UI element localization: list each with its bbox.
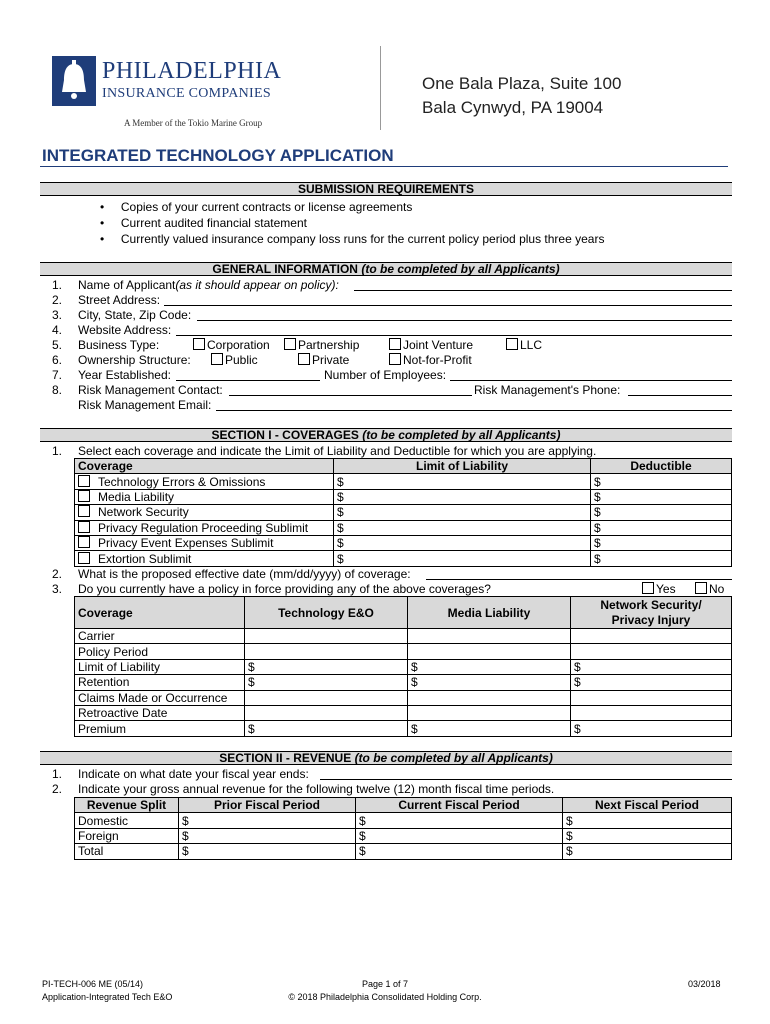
next-period-header: Next Fiscal Period	[563, 798, 732, 813]
fiscal-year-field[interactable]	[320, 779, 732, 780]
website-field[interactable]	[176, 335, 732, 336]
coverage-cell[interactable]: Media Liability	[75, 489, 334, 504]
limit-cell[interactable]: $	[334, 474, 591, 489]
street-address-label: Street Address:	[78, 293, 161, 307]
logo-line1: PHILADELPHIA	[102, 58, 282, 84]
address-line2: Bala Cynwyd, PA 19004	[422, 98, 604, 117]
table-row	[75, 629, 732, 644]
item-number: 1.	[52, 444, 63, 458]
item-number: 2.	[52, 293, 63, 307]
row-label: Retention	[75, 675, 245, 690]
cell[interactable]: $	[356, 813, 563, 828]
revenue-table	[74, 797, 732, 860]
cell[interactable]: $	[563, 813, 732, 828]
table-row	[75, 828, 732, 843]
fiscal-year-label: Indicate on what date your fiscal year ends:	[78, 767, 309, 781]
row-label: Domestic	[75, 813, 179, 828]
cell[interactable]: $	[571, 659, 732, 674]
deductible-cell[interactable]: $	[591, 520, 732, 535]
coverage-cell[interactable]: Privacy Event Expenses Sublimit	[75, 535, 334, 550]
year-established-label: Year Established:	[78, 368, 171, 382]
cell[interactable]: $	[571, 675, 732, 690]
page-title: INTEGRATED TECHNOLOGY APPLICATION	[42, 146, 394, 165]
ownership-label: Ownership Structure:	[78, 353, 191, 367]
rm-phone-field[interactable]	[628, 395, 732, 396]
item-number: 1.	[52, 767, 63, 781]
table-row	[75, 505, 732, 520]
joint-venture-checkbox[interactable]: Joint Venture	[389, 338, 473, 352]
cell[interactable]	[408, 705, 571, 720]
logo-line2: INSURANCE COMPANIES	[102, 86, 271, 101]
cell[interactable]: $	[179, 844, 356, 859]
table-row	[75, 705, 732, 720]
coverage-cell[interactable]: Extortion Sublimit	[75, 551, 334, 566]
table-row	[75, 474, 732, 489]
cell[interactable]: $	[408, 721, 571, 736]
submission-item: • Copies of your current contracts or license agreements	[100, 200, 413, 214]
revision-date: 03/2018	[688, 979, 721, 989]
cell[interactable]	[571, 644, 732, 659]
table-row	[75, 535, 732, 550]
limit-col-header: Limit of Liability	[334, 459, 591, 474]
rm-email-label: Risk Management Email:	[78, 398, 212, 412]
city-state-zip-field[interactable]	[197, 320, 732, 321]
row-label: Policy Period	[75, 644, 245, 659]
cell[interactable]: $	[245, 721, 408, 736]
item-number: 2.	[52, 782, 63, 796]
logo-tag: A Member of the Tokio Marine Group	[124, 118, 263, 128]
liberty-bell-icon	[52, 56, 96, 106]
deductible-cell[interactable]: $	[591, 474, 732, 489]
limit-cell[interactable]: $	[334, 489, 591, 504]
tech-eo-col-header: Technology E&O	[245, 597, 408, 629]
no-checkbox[interactable]: No	[695, 582, 724, 596]
row-label: Limit of Liability	[75, 659, 245, 674]
current-policy-table	[74, 596, 732, 737]
table-row	[75, 520, 732, 535]
coverage-cell[interactable]: Network Security	[75, 505, 334, 520]
table-row	[75, 675, 732, 690]
item-number: 7.	[52, 368, 63, 382]
cell[interactable]: $	[179, 828, 356, 843]
current-period-header: Current Fiscal Period	[356, 798, 563, 813]
effective-date-field[interactable]	[426, 579, 732, 580]
limit-cell[interactable]: $	[334, 551, 591, 566]
item-number: 6.	[52, 353, 63, 367]
deductible-cell[interactable]: $	[591, 535, 732, 550]
cell[interactable]: $	[179, 813, 356, 828]
llc-checkbox[interactable]: LLC	[506, 338, 542, 352]
coverage-col-header: Coverage	[75, 459, 334, 474]
applicant-name-label: Name of Applicant(as it should appear on policy):	[78, 278, 339, 292]
row-label: Carrier	[75, 629, 245, 644]
table-row	[75, 690, 732, 705]
gross-revenue-label: Indicate your gross annual revenue for the following twelve (12) month fiscal time periods.	[78, 782, 555, 796]
logo	[52, 54, 302, 132]
row-label: Retroactive Date	[75, 705, 245, 720]
section1-heading: SECTION I - COVERAGES (to be completed by all Applicants)	[40, 428, 732, 442]
coverage-question: Select each coverage and indicate the Limit of Liability and Deductible for which you are applying.	[78, 444, 597, 458]
cell[interactable]	[408, 644, 571, 659]
rm-contact-label: Risk Management Contact:	[78, 383, 223, 397]
limit-cell[interactable]: $	[334, 520, 591, 535]
deductible-col-header: Deductible	[591, 459, 732, 474]
effective-date-label: What is the proposed effective date (mm/dd/yyyy) of coverage:	[78, 567, 411, 581]
coverage-cell[interactable]: Privacy Regulation Proceeding Sublimit	[75, 520, 334, 535]
address-line1: One Bala Plaza, Suite 100	[422, 74, 622, 93]
cell[interactable]	[571, 629, 732, 644]
submission-heading: SUBMISSION REQUIREMENTS	[40, 182, 732, 196]
private-checkbox[interactable]: Private	[298, 353, 349, 367]
general-heading: GENERAL INFORMATION (to be completed by all Applicants)	[40, 262, 732, 276]
copyright: © 2018 Philadelphia Consolidated Holding Corp.	[288, 992, 482, 1002]
rm-contact-field[interactable]	[229, 395, 472, 396]
coverage-table	[74, 458, 732, 567]
cell[interactable]: $	[563, 828, 732, 843]
employees-label: Number of Employees:	[324, 368, 447, 382]
cell[interactable]	[245, 690, 408, 705]
limit-cell[interactable]: $	[334, 505, 591, 520]
table-row	[75, 813, 732, 828]
media-col-header: Media Liability	[408, 597, 571, 629]
revenue-split-header: Revenue Split	[75, 798, 179, 813]
employees-field[interactable]	[450, 380, 732, 381]
prior-period-header: Prior Fiscal Period	[179, 798, 356, 813]
item-number: 1.	[52, 278, 63, 292]
row-label: Premium	[75, 721, 245, 736]
public-checkbox[interactable]: Public	[211, 353, 258, 367]
business-type-label: Business Type:	[78, 338, 160, 352]
city-state-zip-label: City, State, Zip Code:	[78, 308, 192, 322]
cell[interactable]	[245, 705, 408, 720]
not-for-profit-checkbox[interactable]: Not-for-Profit	[389, 353, 472, 367]
cell[interactable]	[408, 690, 571, 705]
table-row	[75, 551, 732, 566]
policy-in-force-label: Do you currently have a policy in force providing any of the above coverages?	[78, 582, 491, 596]
section2-heading: SECTION II - REVENUE (to be completed by all Applicants)	[40, 751, 732, 765]
item-number: 3.	[52, 582, 63, 596]
website-label: Website Address:	[78, 323, 172, 337]
table-row	[75, 721, 732, 736]
logo-divider	[380, 46, 381, 130]
title-rule	[40, 166, 728, 167]
cell[interactable]: $	[245, 659, 408, 674]
cell[interactable]	[245, 629, 408, 644]
item-number: 4.	[52, 323, 63, 337]
cell[interactable]: $	[356, 844, 563, 859]
table-row	[75, 844, 732, 859]
yes-checkbox[interactable]: Yes	[642, 582, 676, 596]
cell[interactable]	[408, 629, 571, 644]
table-row	[75, 659, 732, 674]
cell[interactable]	[245, 644, 408, 659]
rm-email-field[interactable]	[216, 410, 732, 411]
street-address-field[interactable]	[164, 305, 732, 306]
table-row	[75, 644, 732, 659]
limit-cell[interactable]: $	[334, 535, 591, 550]
submission-item: • Current audited financial statement	[100, 216, 307, 230]
cell[interactable]: $	[408, 675, 571, 690]
row-label: Claims Made or Occurrence	[75, 690, 245, 705]
deductible-cell[interactable]: $	[591, 489, 732, 504]
deductible-cell[interactable]: $	[591, 505, 732, 520]
table-row	[75, 489, 732, 504]
cell[interactable]: $	[356, 828, 563, 843]
cell[interactable]: $	[563, 844, 732, 859]
form-name: Application-Integrated Tech E&O	[42, 992, 173, 1002]
cell[interactable]: $	[571, 721, 732, 736]
submission-item: • Currently valued insurance company loss runs for the current policy period plus three years	[100, 232, 605, 246]
item-number: 5.	[52, 338, 63, 352]
coverage-cell[interactable]: Technology Errors & Omissions	[75, 474, 334, 489]
applicant-name-field[interactable]	[354, 290, 732, 291]
year-established-field[interactable]	[176, 380, 320, 381]
partnership-checkbox[interactable]: Partnership	[284, 338, 359, 352]
deductible-cell[interactable]: $	[591, 551, 732, 566]
coverage-col-header: Coverage	[75, 597, 245, 629]
network-col-header: Network Security/ Privacy Injury	[571, 597, 732, 629]
item-number: 3.	[52, 308, 63, 322]
cell[interactable]: $	[408, 659, 571, 674]
corporation-checkbox[interactable]: Corporation	[193, 338, 270, 352]
cell[interactable]	[571, 690, 732, 705]
form-number: PI-TECH-006 ME (05/14)	[42, 979, 144, 989]
cell[interactable]	[571, 705, 732, 720]
row-label: Foreign	[75, 828, 179, 843]
page-number: Page 1 of 7	[361, 979, 409, 989]
item-number: 8.	[52, 383, 63, 397]
rm-phone-label: Risk Management's Phone:	[474, 383, 621, 397]
row-label: Total	[75, 844, 179, 859]
item-number: 2.	[52, 567, 63, 581]
cell[interactable]: $	[245, 675, 408, 690]
